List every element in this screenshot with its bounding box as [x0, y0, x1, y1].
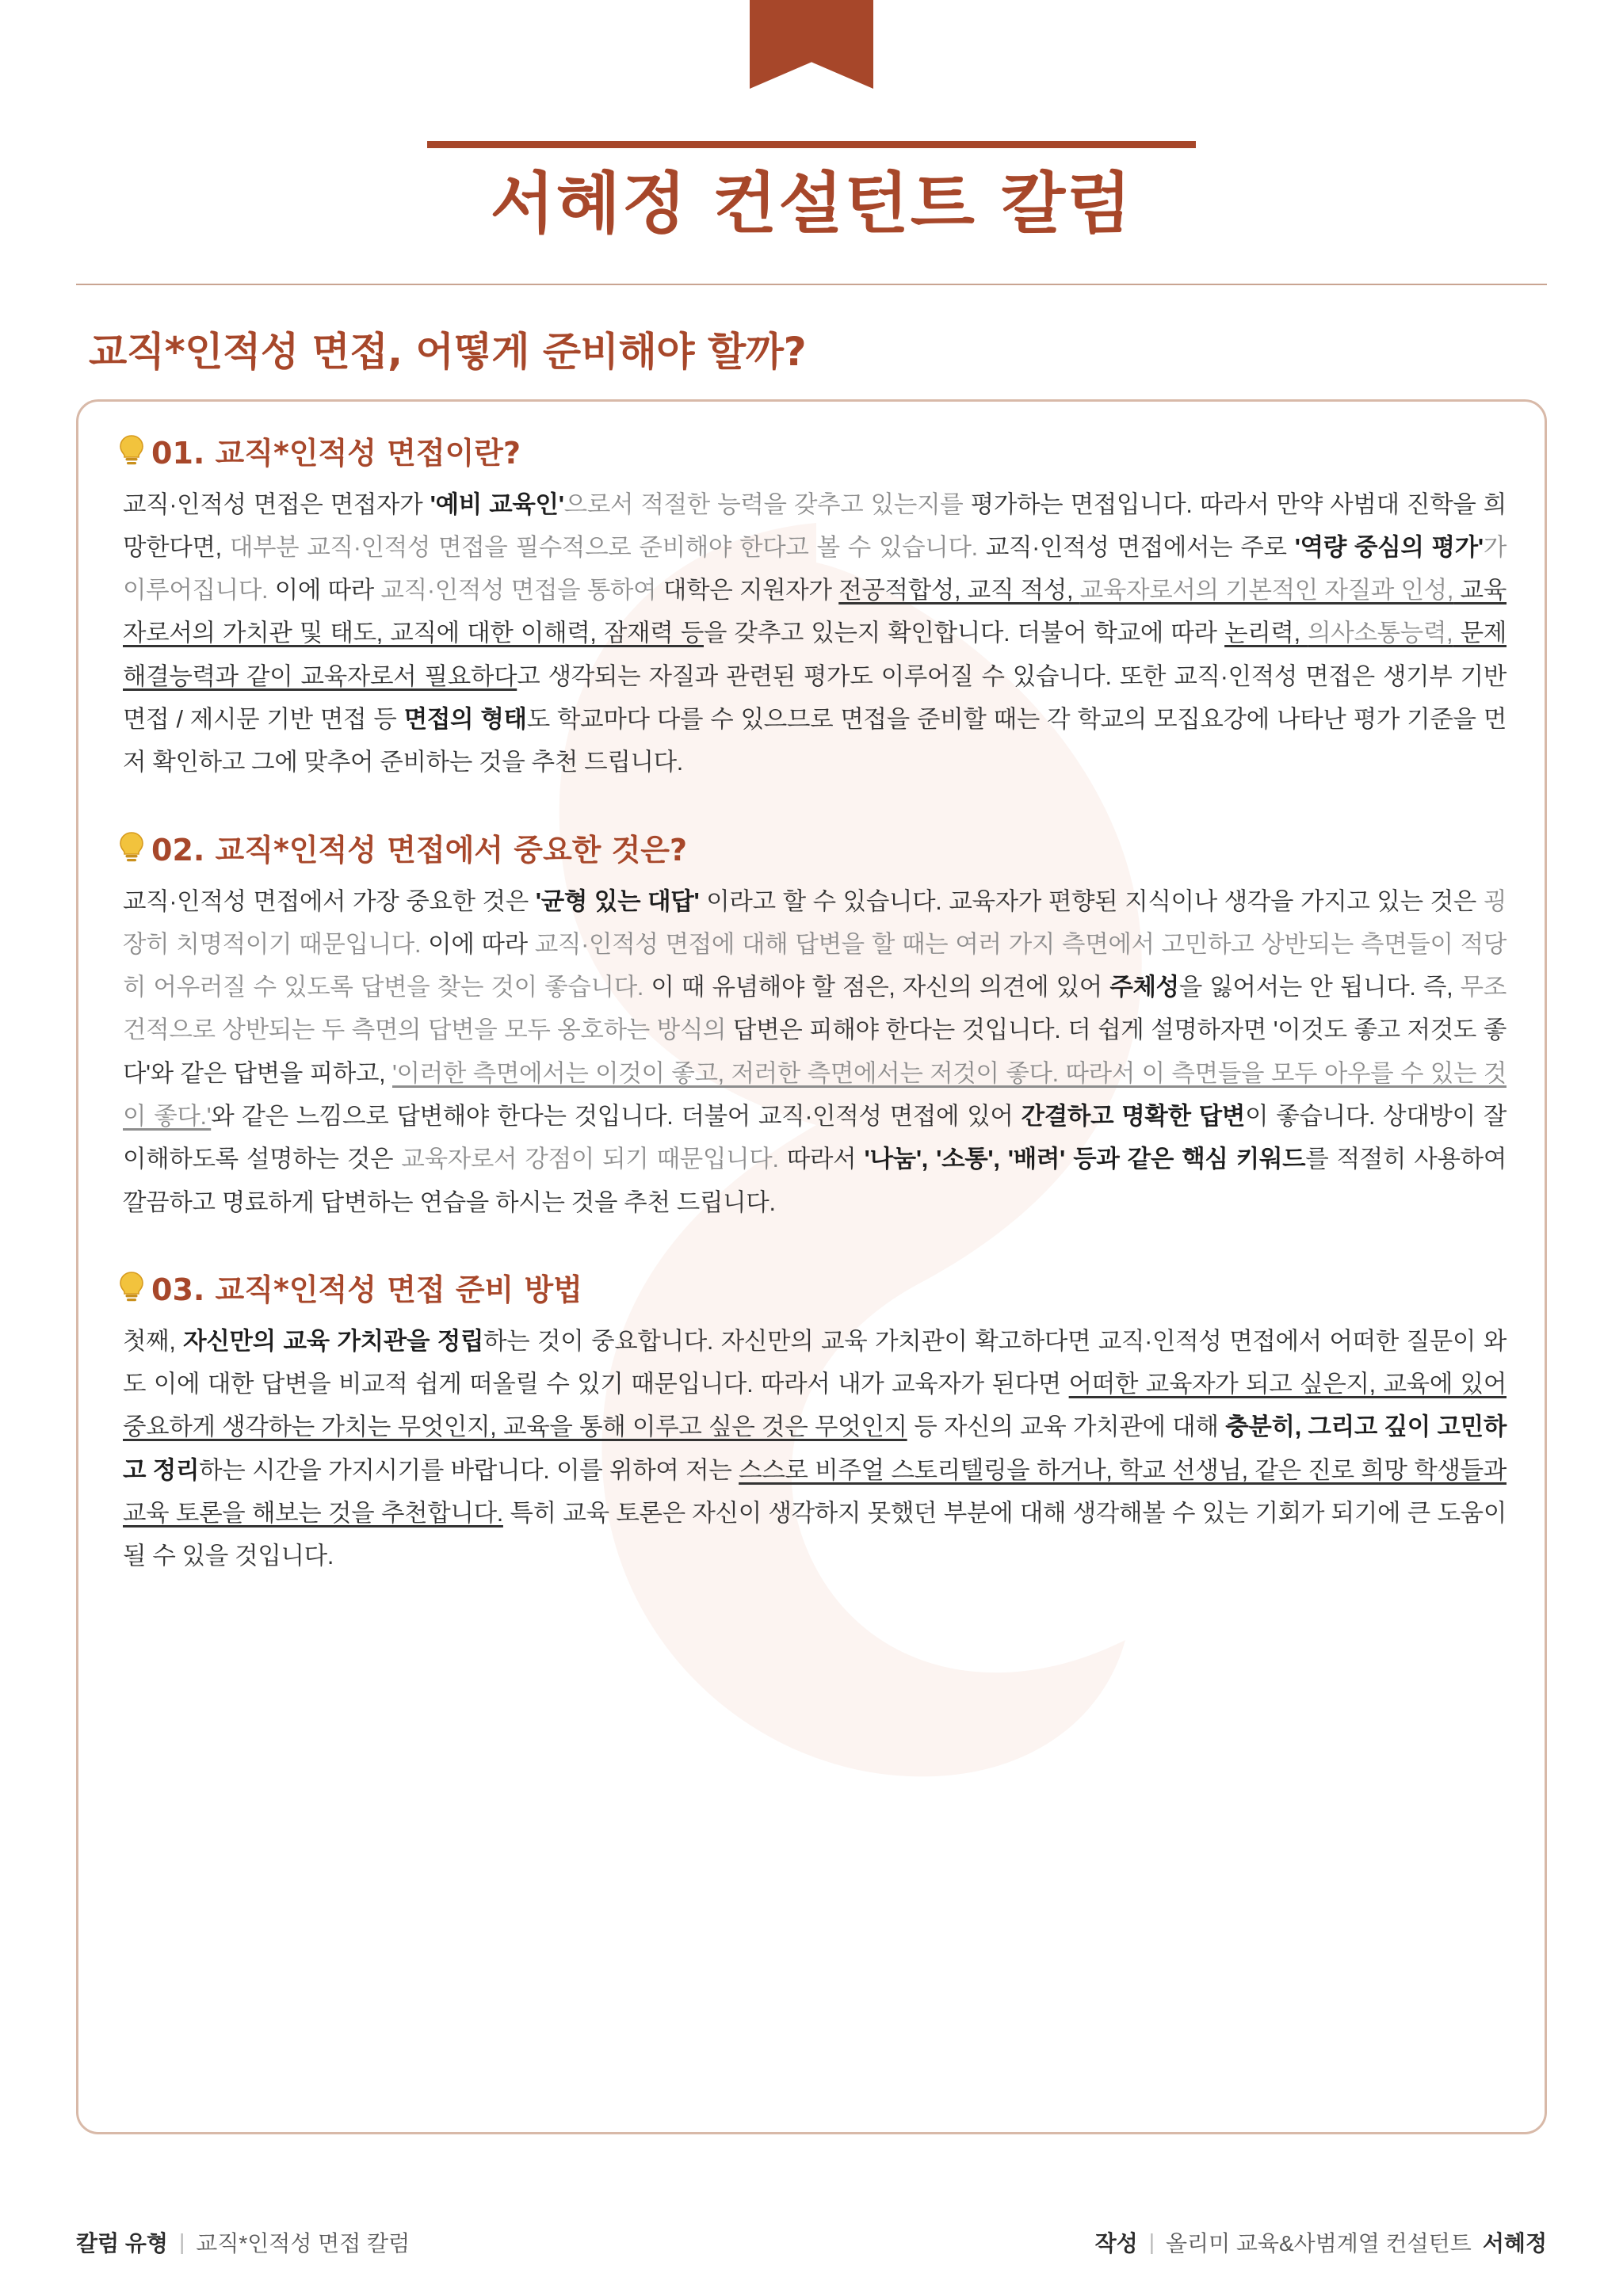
- footer-left-value: 교직*인적성 면접 칼럼: [196, 2231, 411, 2256]
- section-01-body: 교직·인적성 면접은 면접자가 '예비 교육인'으로서 적절한 능력을 갖추고 있는지를 평가하는 면접입니다. 따라서 만약 사범대 진학을 희망한다면, 대부분 교직·인적성 면접을 필수적으로 준비해야 한다고 볼 수 있습니다. 교직·인적성 면접에서는 주로 '역량 중심의 평가'가 이루어집니다. 이에 따라 교직·인적성 면접을 통하여 대학은 지원자가 전공적합성, 교직 적성, 교육자로서의 기본적인 자질과 인성, 교육자로서의 가치관 및 태도, 교직에 대한 이해력, 잠재력 등을 갖추고 있는지 확인합니다. 더불어 학교에 따라 논리력, 의사소통능력, 문제해결능력과 같이 교육자로서 필요하다고 생각되는 자질과 관련된 평가도 이루어질 수 있습니다. 또한 교직·인적성 면접은 생기부 기반 면접 / 제시문 기반 면접 등 면접의 형태도 학교마다 다를 수 있으므로 면접을 준비할 때는 각 학교의 모집요강에 나타난 평가 기준을 먼저 확인하고 그에 맞추어 준비하는 것을 추천 드립니다.: [123, 490, 1507, 776]
- section-02-title-row: [118, 826, 1513, 869]
- section-01-title-row: [118, 429, 1513, 472]
- footer-author-name: 서혜정: [1482, 2231, 1547, 2256]
- footer-left-separator: |: [178, 2229, 185, 2254]
- document-footer: [76, 2226, 1547, 2258]
- section-03-title-row: [118, 1265, 1513, 1309]
- footer-left-label: 칼럼 유형: [76, 2231, 168, 2256]
- footer-right-label: 작성: [1094, 2231, 1138, 2256]
- footer-right-separator: |: [1148, 2229, 1155, 2254]
- section-01-title: 01. 교직*인적성 면접이란?: [151, 435, 521, 471]
- bookmark-ribbon-icon: [750, 0, 873, 89]
- page-title: 서혜정 컨설턴트 칼럼: [490, 165, 1133, 242]
- section-01: [110, 429, 1513, 784]
- lightbulb-icon: [118, 1271, 145, 1302]
- section-03: [110, 1265, 1513, 1578]
- footer-right-value: 올리미 교육&사범계열 컨설턴트: [1165, 2231, 1472, 2256]
- section-03-title: 03. 교직*인적성 면접 준비 방법: [151, 1272, 582, 1307]
- footer-left: [76, 2226, 410, 2258]
- content-card: [76, 399, 1547, 2134]
- lightbulb-icon: [118, 434, 145, 466]
- footer-right: [1095, 2226, 1547, 2258]
- ribbon-decoration: [0, 0, 1623, 103]
- lightbulb-icon: [118, 831, 145, 863]
- section-02: [110, 826, 1513, 1224]
- section-02-title: 02. 교직*인적성 면접에서 중요한 것은?: [151, 832, 688, 868]
- section-03-body: 첫째, 자신만의 교육 가치관을 정립하는 것이 중요합니다. 자신만의 교육 가치관이 확고하다면 교직·인적성 면접에서 어떠한 질문이 와도 이에 대한 답변을 비교적 쉽게 떠올릴 수 있기 때문입니다. 따라서 내가 교육자가 된다면 어떠한 교육자가 되고 싶은지, 교육에 있어 중요하게 생각하는 가치는 무엇인지, 교육을 통해 이루고 싶은 것은 무엇인지 등 자신의 교육 가치관에 대해 충분히, 그리고 깊이 고민하고 정리하는 시간을 가지시기를 바랍니다. 이를 위하여 저는 스스로 비주얼 스토리텔링을 하거나, 학교 선생님, 같은 진로 희망 학생들과 교육 토론을 해보는 것을 추천합니다. 특히 교육 토론은 자신이 생각하지 못했던 부분에 대해 생각해볼 수 있는 기회가 되기에 큰 도움이 될 수 있을 것입니다.: [123, 1327, 1507, 1570]
- header-rule-top: [427, 141, 1196, 148]
- header-rule-bottom: [76, 284, 1547, 285]
- main-heading: 교직*인적성 면접, 어떻게 준비해야 할까?: [89, 328, 807, 375]
- section-02-body: 교직·인적성 면접에서 가장 중요한 것은 '균형 있는 대답' 이라고 할 수 있습니다. 교육자가 편향된 지식이나 생각을 가지고 있는 것은 굉장히 치명적이기 때문입니다. 이에 따라 교직·인적성 면접에 대해 답변을 할 때는 여러 가지 측면에서 고민하고 상반되는 측면들이 적당히 어우러질 수 있도록 답변을 찾는 것이 좋습니다. 이 때 유념해야 할 점은, 자신의 의견에 있어 주체성을 잃어서는 안 됩니다. 즉, 무조건적으로 상반되는 두 측면의 답변을 모두 옹호하는 방식의 답변은 피해야 한다는 것입니다. 더 쉽게 설명하자면 '이것도 좋고 저것도 좋다'와 같은 답변을 피하고, '이러한 측면에서는 이것이 좋고, 저러한 측면에서는 저것이 좋다. 따라서 이 측면들을 모두 아우를 수 있는 것이 좋다.'와 같은 느낌으로 답변해야 한다는 것입니다. 더불어 교직·인적성 면접에 있어 간결하고 명확한 답변이 좋습니다. 상대방이 잘 이해하도록 설명하는 것은 교육자로서 강점이 되기 때문입니다. 따라서 '나눔', '소통', '배려' 등과 같은 핵심 키워드를 적절히 사용하여 깔끔하고 명료하게 답변하는 연습을 하시는 것을 추천 드립니다.: [123, 887, 1507, 1216]
